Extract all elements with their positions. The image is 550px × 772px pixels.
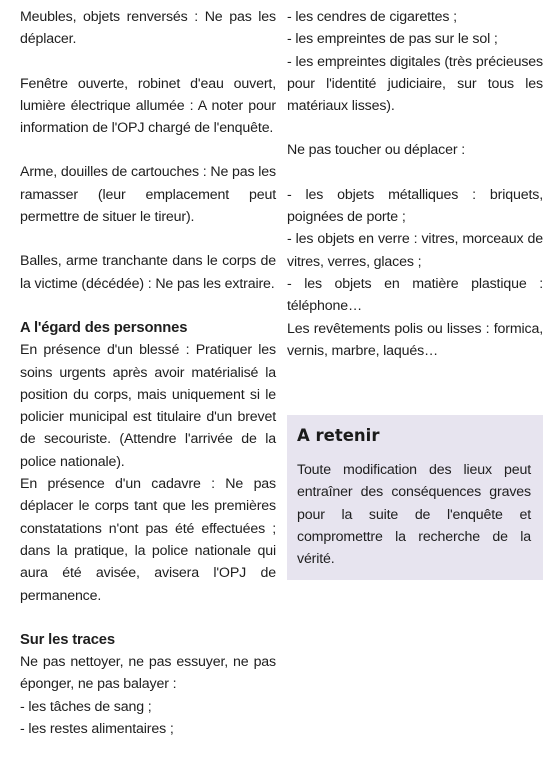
heading-traces: Sur les traces <box>20 631 115 648</box>
list-item: - les empreintes digitales (très précieuses pour l'identité judiciaire, sur tous les matériaux lisses). <box>287 53 543 115</box>
paragraph-blesse: En présence d'un blessé : Pratiquer les soins urgents après avoir matérialisé la position du corps, mais uniquement si le policier municipal est titulaire d'un brevet de secouriste. (Attendre l'arrivée de la police nationale). <box>20 342 276 470</box>
paragraph-cadavre: En présence d'un cadavre : Ne pas déplacer le corps tant que les premières constatations n'ont pas été effectuées ; dans la pratique, la police nationale qui aura été avisée, avisera l'OPJ de permanence. <box>20 476 276 604</box>
paragraph-revetements: Les revêtements polis ou lisses : formica, vernis, marbre, laqués… <box>287 320 543 359</box>
list-item: - les objets en matière plastique : téléphone… <box>287 275 543 315</box>
right-column <box>287 6 543 362</box>
list-item: - les objets en verre : vitres, morceaux de vitres, verres, glaces ; <box>287 231 543 270</box>
list-item: - les objets métalliques : briquets, poignées de porte ; <box>287 186 543 226</box>
paragraph-meubles: Meubles, objets renversés : Ne pas les déplacer. <box>20 9 276 48</box>
box-text: Toute modification des lieux peut entraîner des conséquences graves pour la suite de l'enquête et compromettre la recherche de la vérité. <box>297 462 531 568</box>
list-item: - les empreintes de pas sur le sol ; <box>287 31 498 48</box>
list-item: - les cendres de cigarettes ; <box>287 9 457 25</box>
paragraph-arme: Arme, douilles de cartouches : Ne pas les ramasser (leur emplacement peut permettre de situer le tireur). <box>20 164 276 226</box>
box-title: A retenir <box>297 426 380 445</box>
list-item: - les restes alimentaires ; <box>20 721 174 738</box>
left-column <box>20 6 276 740</box>
retenir-box <box>287 415 543 580</box>
heading-personnes: A l'égard des personnes <box>20 319 188 336</box>
list-item: - les tâches de sang ; <box>20 698 152 715</box>
paragraph-toucher: Ne pas toucher ou déplacer : <box>287 142 465 159</box>
paragraph-balles: Balles, arme tranchante dans le corps de la victime (décédée) : Ne pas les extraire. <box>20 253 276 292</box>
paragraph-nettoyer: Ne pas nettoyer, ne pas essuyer, ne pas éponger, ne pas balayer : <box>20 654 276 693</box>
paragraph-fenetre: Fenêtre ouverte, robinet d'eau ouvert, lumière électrique allumée : A noter pour information de l'OPJ chargé de l'enquête. <box>20 75 276 137</box>
